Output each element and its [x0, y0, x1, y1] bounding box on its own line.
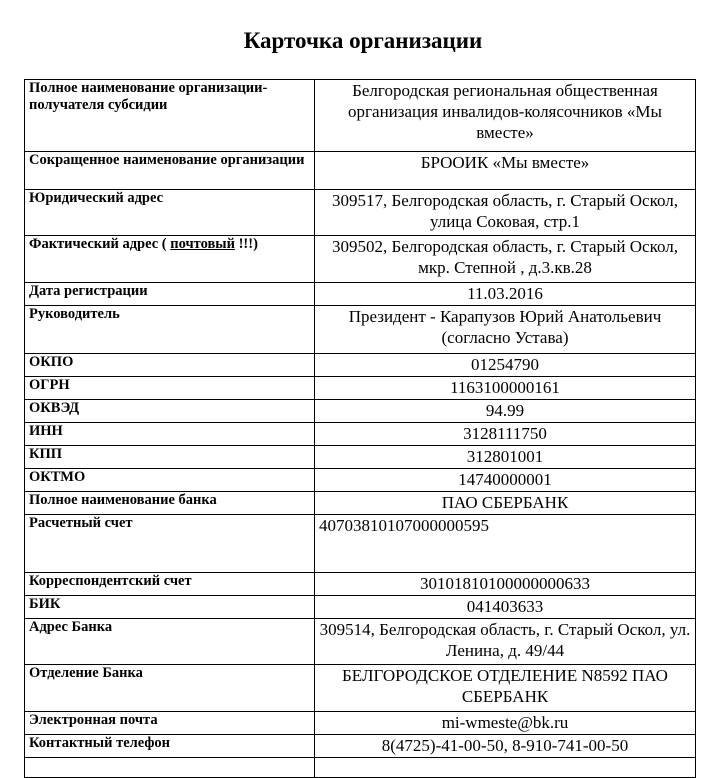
- table-row: [25, 306, 696, 354]
- row-label: ОКВЭД: [25, 400, 315, 423]
- row-value: 8(4725)-41-00-50, 8-910-741-00-50: [315, 735, 696, 758]
- table-row: [25, 446, 696, 469]
- row-label: ИНН: [25, 423, 315, 446]
- row-label: Электронная почта: [25, 712, 315, 735]
- row-label: Полное наименование организации-получателя субсидии: [25, 80, 315, 152]
- row-value: БРООИК «Мы вместе»: [315, 152, 696, 190]
- row-label: КПП: [25, 446, 315, 469]
- row-label: [25, 236, 315, 283]
- row-value: Президент - Карапузов Юрий Анатольевич (согласно Устава): [315, 306, 696, 354]
- row-label: Полное наименование банка: [25, 492, 315, 515]
- table-row: [25, 573, 696, 596]
- row-label: БИК: [25, 596, 315, 619]
- row-value: БЕЛГОРОДСКОЕ ОТДЕЛЕНИЕ N8592 ПАО СБЕРБАНК: [315, 665, 696, 712]
- row-value: ПАО СБЕРБАНК: [315, 492, 696, 515]
- row-value: 11.03.2016: [315, 283, 696, 306]
- row-value: 30101810100000000633: [315, 573, 696, 596]
- row-value: 312801001: [315, 446, 696, 469]
- table-row: [25, 377, 696, 400]
- row-label: Адрес Банка: [25, 619, 315, 665]
- row-value: 3128111750: [315, 423, 696, 446]
- row-label: Отделение Банка: [25, 665, 315, 712]
- row-value: 309514, Белгородская область, г. Старый Оскол, ул. Ленина, д. 49/44: [315, 619, 696, 665]
- row-label: ОГРН: [25, 377, 315, 400]
- row-value: 40703810107000000595: [315, 515, 696, 573]
- row-value: 14740000001: [315, 469, 696, 492]
- row-value: Белгородская региональная общественная организация инвалидов-колясочников «Мы вместе»: [315, 80, 696, 152]
- table-row: [25, 152, 696, 190]
- table-row: [25, 492, 696, 515]
- label-suffix: !!!): [234, 236, 258, 252]
- row-value: mi-wmeste@bk.ru: [315, 712, 696, 735]
- row-label: ОКТМО: [25, 469, 315, 492]
- table-row: [25, 665, 696, 712]
- table-row: [25, 515, 696, 573]
- row-label: Юридический адрес: [25, 190, 315, 236]
- table-row: [25, 596, 696, 619]
- table-row: [25, 354, 696, 377]
- row-label: Дата регистрации: [25, 283, 315, 306]
- row-label: Корреспондентский счет: [25, 573, 315, 596]
- row-label: ОКПО: [25, 354, 315, 377]
- table-row: [25, 469, 696, 492]
- table-row: [25, 283, 696, 306]
- table-row: [25, 735, 696, 758]
- row-value: 041403633: [315, 596, 696, 619]
- organization-card-table: [24, 79, 696, 778]
- row-label: Руководитель: [25, 306, 315, 354]
- table-row: [25, 423, 696, 446]
- table-row: [25, 236, 696, 283]
- row-label: Расчетный счет: [25, 515, 315, 573]
- page-title: Карточка организации: [243, 28, 483, 53]
- label-prefix: Фактический адрес (: [29, 236, 171, 252]
- row-value: 01254790: [315, 354, 696, 377]
- table-row: [25, 712, 696, 735]
- table-row: [25, 400, 696, 423]
- row-label: Сокращенное наименование организации: [25, 152, 315, 190]
- row-value: 309502, Белгородская область, г. Старый Оскол, мкр. Степной , д.3.кв.28: [315, 236, 696, 283]
- row-value: 94.99: [315, 400, 696, 423]
- label-underlined: почтовый: [170, 236, 235, 252]
- row-value: 1163100000161: [315, 377, 696, 400]
- table-row: [25, 80, 696, 152]
- row-value: 309517, Белгородская область, г. Старый Оскол, улица Соковая, стр.1: [315, 190, 696, 236]
- table-row: [25, 619, 696, 665]
- table-row: [25, 190, 696, 236]
- row-label: Контактный телефон: [25, 735, 315, 758]
